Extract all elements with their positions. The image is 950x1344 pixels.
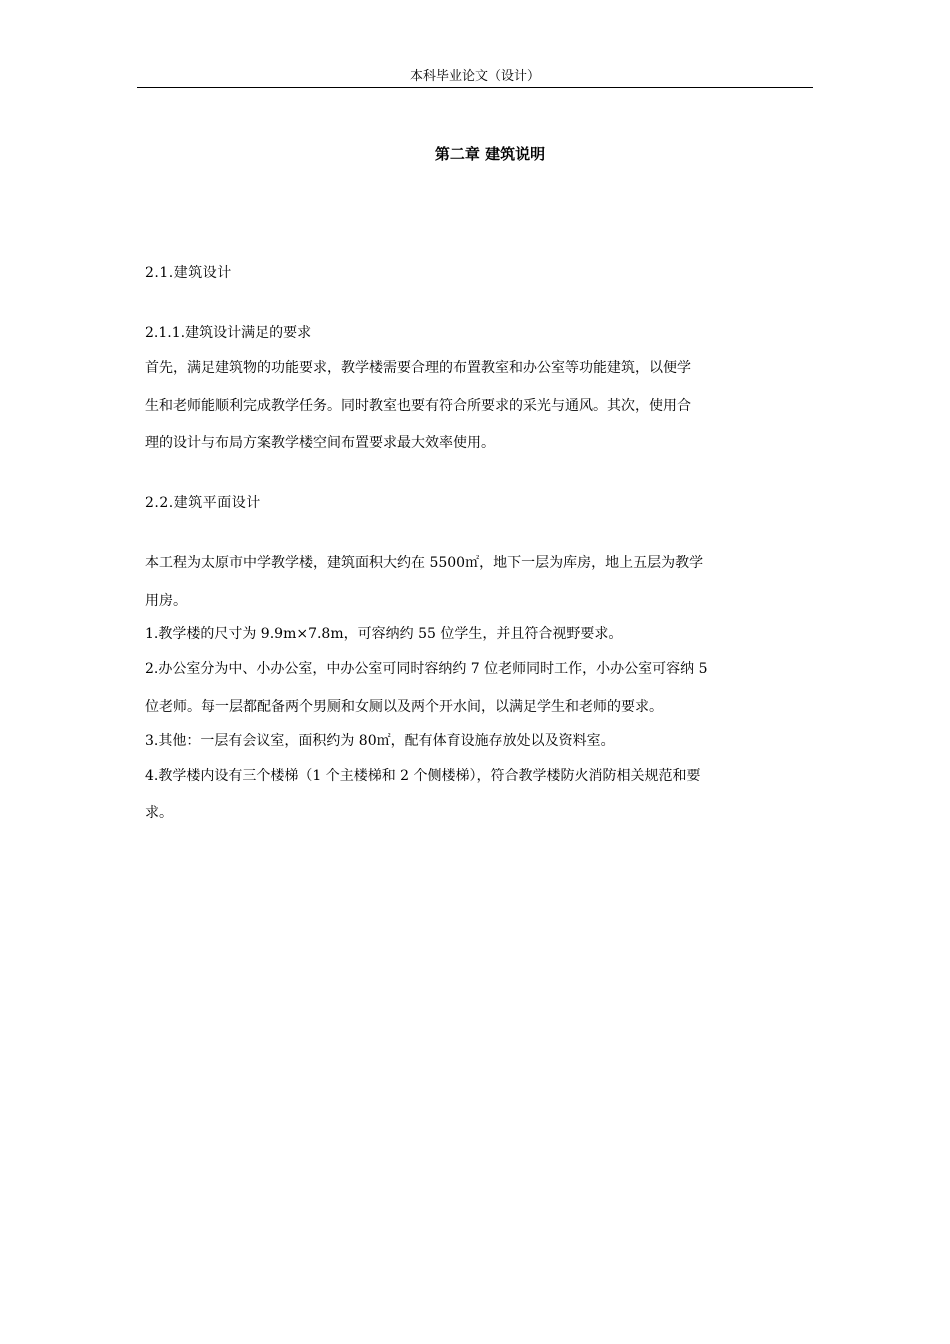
paragraph-line: 生和老师能顺利完成教学任务。同时教室也要有符合所要求的采光与通风。其次，使用合: [145, 398, 691, 414]
section-heading-2-2: 2.2.建筑平面设计: [145, 495, 261, 511]
list-item-4-cont: 求。: [145, 805, 173, 821]
paragraph-line: 用房。: [145, 593, 187, 609]
list-item-1: 1.教学楼的尺寸为 9.9m×7.8m，可容纳约 55 位学生，并且符合视野要求。: [145, 626, 623, 642]
chapter-title: 第二章 建筑说明: [434, 145, 546, 163]
list-item-2-cont: 位老师。每一层都配备两个男厕和女厕以及两个开水间，以满足学生和老师的要求。: [145, 699, 663, 715]
subsection-heading-2-1-1: 2.1.1.建筑设计满足的要求: [145, 325, 312, 341]
header-rule: [137, 87, 813, 88]
list-item-4: 4.教学楼内设有三个楼梯（1 个主楼梯和 2 个侧楼梯），符合教学楼防火消防相关规范和要: [145, 768, 701, 784]
paragraph-line: 本工程为太原市中学教学楼，建筑面积大约在 5500㎡，地下一层为库房，地上五层为教学: [145, 555, 704, 571]
list-item-3: 3.其他：一层有会议室，面积约为 80㎡，配有体育设施存放处以及资料室。: [145, 733, 615, 749]
running-header: 本科毕业论文（设计）: [409, 69, 540, 84]
paragraph-line: 首先，满足建筑物的功能要求，教学楼需要合理的布置教室和办公室等功能建筑，以便学: [145, 360, 691, 376]
section-heading-2-1: 2.1.建筑设计: [145, 265, 232, 281]
list-item-2: 2.办公室分为中、小办公室，中办公室可同时容纳约 7 位老师同时工作，小办公室可容纳 5: [145, 661, 708, 677]
paragraph-line: 理的设计与布局方案教学楼空间布置要求最大效率使用。: [145, 435, 495, 451]
